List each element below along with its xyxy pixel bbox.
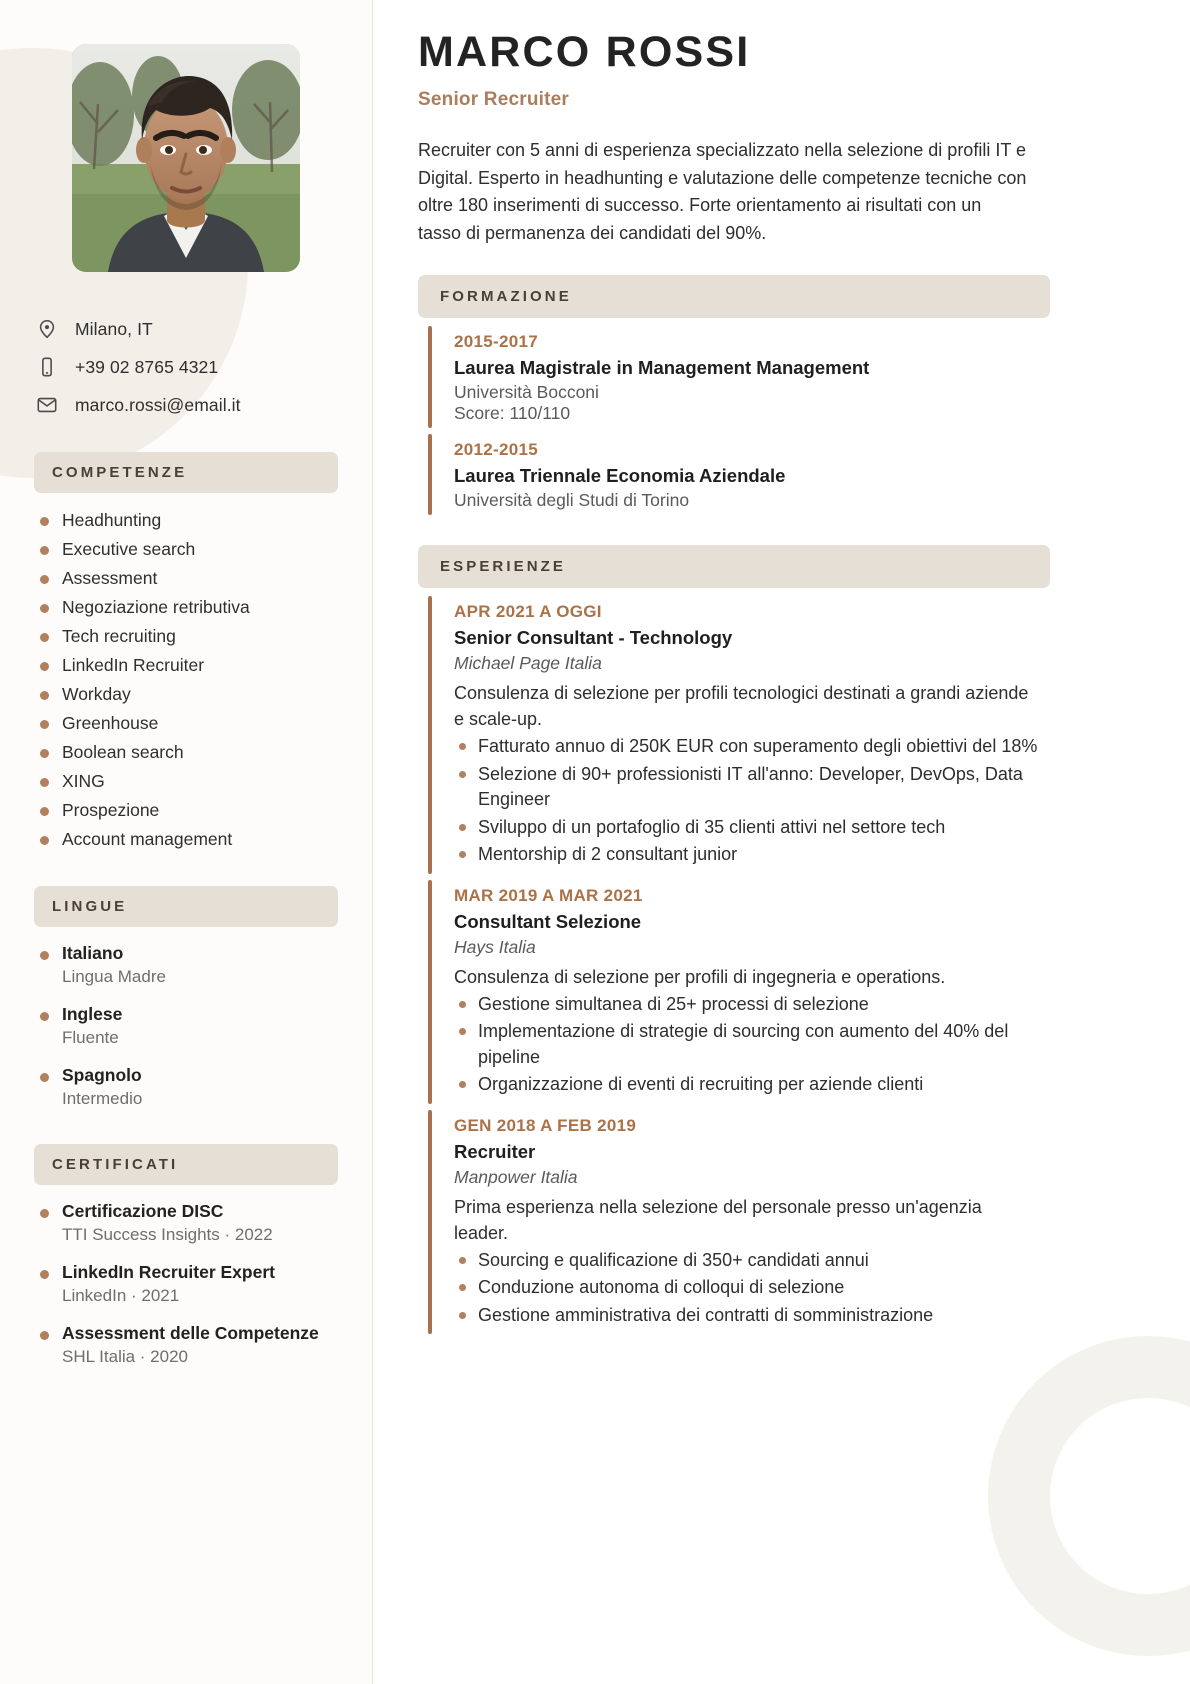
list-item: Fatturato annuo di 250K EUR con superamento degli obiettivi del 18% <box>454 734 1050 760</box>
experience-entry <box>418 592 1050 876</box>
photo-container <box>34 44 338 272</box>
experience-company: Manpower Italia <box>454 1166 578 1187</box>
section-header-skills <box>34 452 338 493</box>
list-item <box>34 1260 338 1307</box>
section-header-experience <box>418 545 1050 588</box>
list-item <box>34 1063 338 1110</box>
education-entry <box>418 430 1050 517</box>
experience-bullets <box>454 1248 1050 1329</box>
experience-date: APR 2021 A OGGI <box>454 602 602 622</box>
certificates-list <box>34 1199 338 1368</box>
section-header-certificates <box>34 1144 338 1185</box>
skill-label: Greenhouse <box>62 713 159 733</box>
section-header-education <box>418 275 1050 318</box>
list-item <box>34 681 338 707</box>
column-divider <box>372 0 373 1684</box>
certificate-meta: LinkedIn · 2021 <box>62 1286 180 1305</box>
language-level: Intermedio <box>62 1089 143 1108</box>
section-title-skills: COMPETENZE <box>52 464 188 481</box>
skill-label: Negoziazione retributiva <box>62 597 250 617</box>
skill-label: Prospezione <box>62 800 160 820</box>
skill-label: LinkedIn Recruiter <box>62 655 205 675</box>
section-header-languages <box>34 886 338 927</box>
education-degree: Laurea Magistrale in Management Management <box>454 357 870 379</box>
experience-company: Michael Page Italia <box>454 653 602 674</box>
list-item: Mentorship di 2 consultant junior <box>454 842 1050 868</box>
skills-list <box>34 507 338 852</box>
experience-bullets <box>454 992 1050 1098</box>
list-item <box>34 739 338 765</box>
page-title: MARCO ROSSI <box>418 28 751 76</box>
skill-label: Headhunting <box>62 510 162 530</box>
skill-label: Account management <box>62 829 233 849</box>
list-item <box>34 594 338 620</box>
experience-description: Prima esperienza nella selezione del personale presso un'agenzia leader. <box>454 1196 982 1243</box>
job-role-subtitle: Senior Recruiter <box>418 89 570 111</box>
contact-phone-text: +39 02 8765 4321 <box>75 356 219 377</box>
list-item <box>34 826 338 852</box>
experience-entry <box>418 876 1050 1106</box>
list-item <box>34 507 338 533</box>
education-date: 2015-2017 <box>454 332 538 352</box>
candidate-photo <box>72 44 300 272</box>
language-level: Lingua Madre <box>62 967 166 986</box>
education-school: Università Bocconi <box>454 382 599 403</box>
language-name: Italiano <box>62 943 124 963</box>
experience-title: Senior Consultant - Technology <box>454 627 733 649</box>
list-item <box>34 1199 338 1246</box>
language-name: Spagnolo <box>62 1065 142 1085</box>
contact-email <box>34 392 338 418</box>
experience-date: GEN 2018 A FEB 2019 <box>454 1115 637 1135</box>
list-item <box>34 652 338 678</box>
section-title-education: FORMAZIONE <box>440 288 572 306</box>
list-item: Implementazione di strategie di sourcing con aumento del 40% del pipeline <box>454 1019 1050 1070</box>
list-item <box>34 565 338 591</box>
list-item: Gestione simultanea di 25+ processi di selezione <box>454 992 1050 1018</box>
contact-block <box>34 316 338 418</box>
list-item <box>34 710 338 736</box>
location-pin-icon <box>34 316 60 342</box>
certificate-name: Certificazione DISC <box>62 1201 224 1221</box>
list-item <box>34 623 338 649</box>
skill-label: XING <box>62 771 105 791</box>
certificate-meta: SHL Italia · 2020 <box>62 1347 188 1366</box>
certificate-meta: TTI Success Insights · 2022 <box>62 1225 273 1244</box>
sidebar <box>0 0 372 1684</box>
list-item: Sviluppo di un portafoglio di 35 clienti attivi nel settore tech <box>454 815 1050 841</box>
languages-list <box>34 941 338 1110</box>
list-item: Gestione amministrativa dei contratti di somministrazione <box>454 1303 1050 1329</box>
language-level: Fluente <box>62 1028 119 1047</box>
experience-company: Hays Italia <box>454 936 536 957</box>
main-column <box>372 0 1190 1684</box>
skill-label: Tech recruiting <box>62 626 176 646</box>
section-title-certificates: CERTIFICATI <box>52 1156 179 1173</box>
contact-phone <box>34 354 338 380</box>
list-item <box>34 941 338 988</box>
skill-label: Boolean search <box>62 742 184 762</box>
envelope-icon <box>34 392 60 418</box>
experience-description: Consulenza di selezione per profili tecnologici destinati a grandi aziende e scale-up. <box>454 683 1029 730</box>
experience-description: Consulenza di selezione per profili di ingegneria e operations. <box>454 966 946 987</box>
phone-icon <box>34 354 60 380</box>
education-date: 2012-2015 <box>454 440 538 460</box>
experience-date: MAR 2019 A MAR 2021 <box>454 885 643 905</box>
section-title-languages: LINGUE <box>52 898 128 915</box>
section-title-experience: ESPERIENZE <box>440 558 567 576</box>
skill-label: Executive search <box>62 539 196 559</box>
contact-location-text: Milano, IT <box>75 318 153 339</box>
contact-location <box>34 316 338 342</box>
list-item: Selezione di 90+ professionisti IT all'anno: Developer, DevOps, Data Engineer <box>454 762 1050 813</box>
experience-entry <box>418 1106 1050 1337</box>
list-item: Conduzione autonoma di colloqui di selezione <box>454 1275 1050 1301</box>
experience-title: Recruiter <box>454 1140 536 1162</box>
list-item: Organizzazione di eventi di recruiting per aziende clienti <box>454 1072 1050 1098</box>
education-school: Università degli Studi di Torino <box>454 490 690 511</box>
certificate-name: LinkedIn Recruiter Expert <box>62 1262 275 1282</box>
list-item <box>34 768 338 794</box>
experience-title: Consultant Selezione <box>454 910 642 932</box>
list-item <box>34 1002 338 1049</box>
list-item <box>34 797 338 823</box>
skill-label: Assessment <box>62 568 158 588</box>
experience-bullets <box>454 734 1050 868</box>
list-item <box>34 536 338 562</box>
skill-label: Workday <box>62 684 131 704</box>
contact-email-text: marco.rossi@email.it <box>75 394 241 415</box>
education-degree: Laurea Triennale Economia Aziendale <box>454 465 786 487</box>
language-name: Inglese <box>62 1004 123 1024</box>
photo-illustration <box>72 44 300 272</box>
certificate-name: Assessment delle Competenze <box>62 1323 319 1343</box>
profile-summary: Recruiter con 5 anni di esperienza specializzato nella selezione di profili IT e Digital. Esperto in headhunting e valutazione delle competenze tecniche con oltre 180 inserimenti di successo. Forte orientamento ai risultati con un tasso di permanenza dei candidati del 90%. <box>418 140 1027 243</box>
list-item: Sourcing e qualificazione di 350+ candidati annui <box>454 1248 1050 1274</box>
education-entry <box>418 322 1050 430</box>
education-score: Score: 110/110 <box>454 403 571 424</box>
list-item <box>34 1321 338 1368</box>
